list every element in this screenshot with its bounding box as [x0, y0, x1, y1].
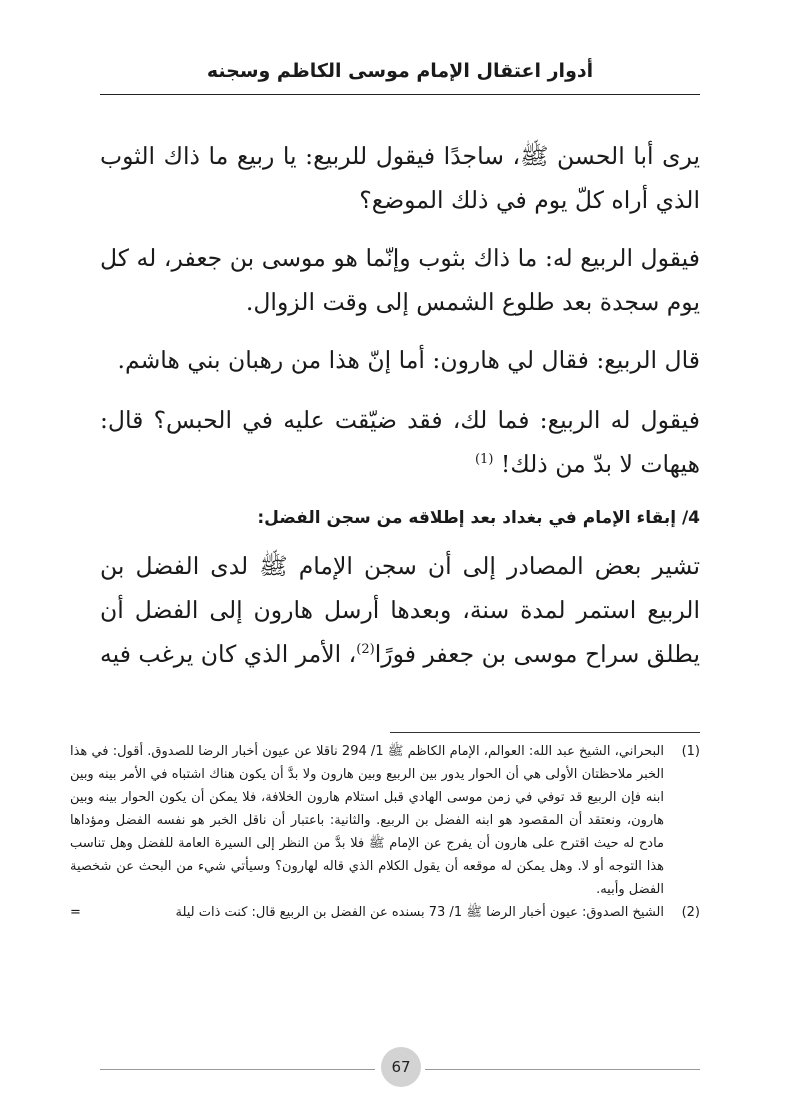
footnote-ref-2: (2): [356, 642, 375, 658]
main-text: [100, 134, 700, 690]
paragraph-5: [100, 544, 700, 676]
footnote-2: [70, 901, 700, 924]
running-head: أدوار اعتقال الإمام موسى الكاظم وسجنه: [206, 60, 594, 82]
footnote-continuation-mark: =: [70, 905, 81, 920]
paragraph-3: قال الربيع: فقال لي هارون: أما إنّ هذا من رهبان بني هاشم.: [117, 346, 700, 374]
footnote-rule: [390, 732, 700, 733]
footnote-number: (2): [681, 905, 700, 920]
footer-rule-left: [100, 1069, 375, 1070]
paragraph-5-text-a: تشير بعض المصادر إلى أن سجن الإمام ﷺ لدى الفضل بن الربيع استمر لمدة سنة، وبعدها أرسل هارون إلى الفضل أن يطلق سراح موسى بن جعفر فورًا: [100, 552, 700, 668]
footnotes: [70, 740, 700, 924]
footnote-text: البحراني، الشيخ عبد الله: العوالم، الإمام الكاظم ﷺ 1/ 294 ناقلا عن عيون أخبار الرضا للصدوق. أقول: في هذا الخبر ملاحظتان الأولى هي أن الحوار يدور بين الربيع وبين هارون ولا بدَّ أن يكون هناك اشتباه في الأمر بينه وبين ابنه فإن الربيع قد توفي في زمن موسى الهادي قبل استلام هارون الخلافة، فلا يمكن أن يكون الحوار بينه وبين هارون، ونعتقد أن المقصود هو ابنه الفضل بن الربيع. والثانية: باعتبار أن ناقل الخبر هو نفسه الفضل ومؤداها مادح له حيث اقترح على هارون أن يفرج عن الإمام ﷺ فلا بدَّ من النظر إلى السيرة العامة للفضل وهل تناسب هذا التوجه أو لا. وهل يمكن له موقعه أن يقول الكلام الذي قاله لهارون؟ وسيأتي شيء من البحث عن شخصية الفضل وأبيه.: [70, 744, 665, 897]
paragraph-2: فيقول الربيع له: ما ذاك بثوب وإنّما هو موسى بن جعفر، له كل يوم سجدة بعد طلوع الشمس إلى وقت الزوال.: [100, 244, 700, 316]
footnote-1: [70, 740, 700, 901]
footer-rule-right: [425, 1069, 700, 1070]
paragraph-5-text-b: ، الأمر الذي كان يرغب فيه: [100, 640, 357, 668]
paragraph-1: يرى أبا الحسن ﷺ، ساجدًا فيقول للربيع: يا ربيع ما ذاك الثوب الذي أراه كلّ يوم في ذلك الموضع؟: [100, 142, 700, 214]
section-heading: 4/ إبقاء الإمام في بغداد بعد إطلاقه من سجن الفضل:: [257, 508, 700, 528]
footnote-ref-1: (1): [474, 452, 494, 468]
header-rule: [100, 94, 700, 95]
footnote-number: (1): [681, 744, 700, 759]
paragraph-4-text: فيقول له الربيع: فما لك، فقد ضيّقت عليه في الحبس؟ قال: هيهات لا بدّ من ذلك!: [100, 406, 700, 478]
page-number: 67: [381, 1047, 421, 1087]
footnote-text: الشيخ الصدوق: عيون أخبار الرضا ﷺ 1/ 73 بسنده عن الفضل بن الربيع قال: كنت ذات ليلة: [175, 905, 664, 920]
paragraph-4: [100, 398, 700, 486]
